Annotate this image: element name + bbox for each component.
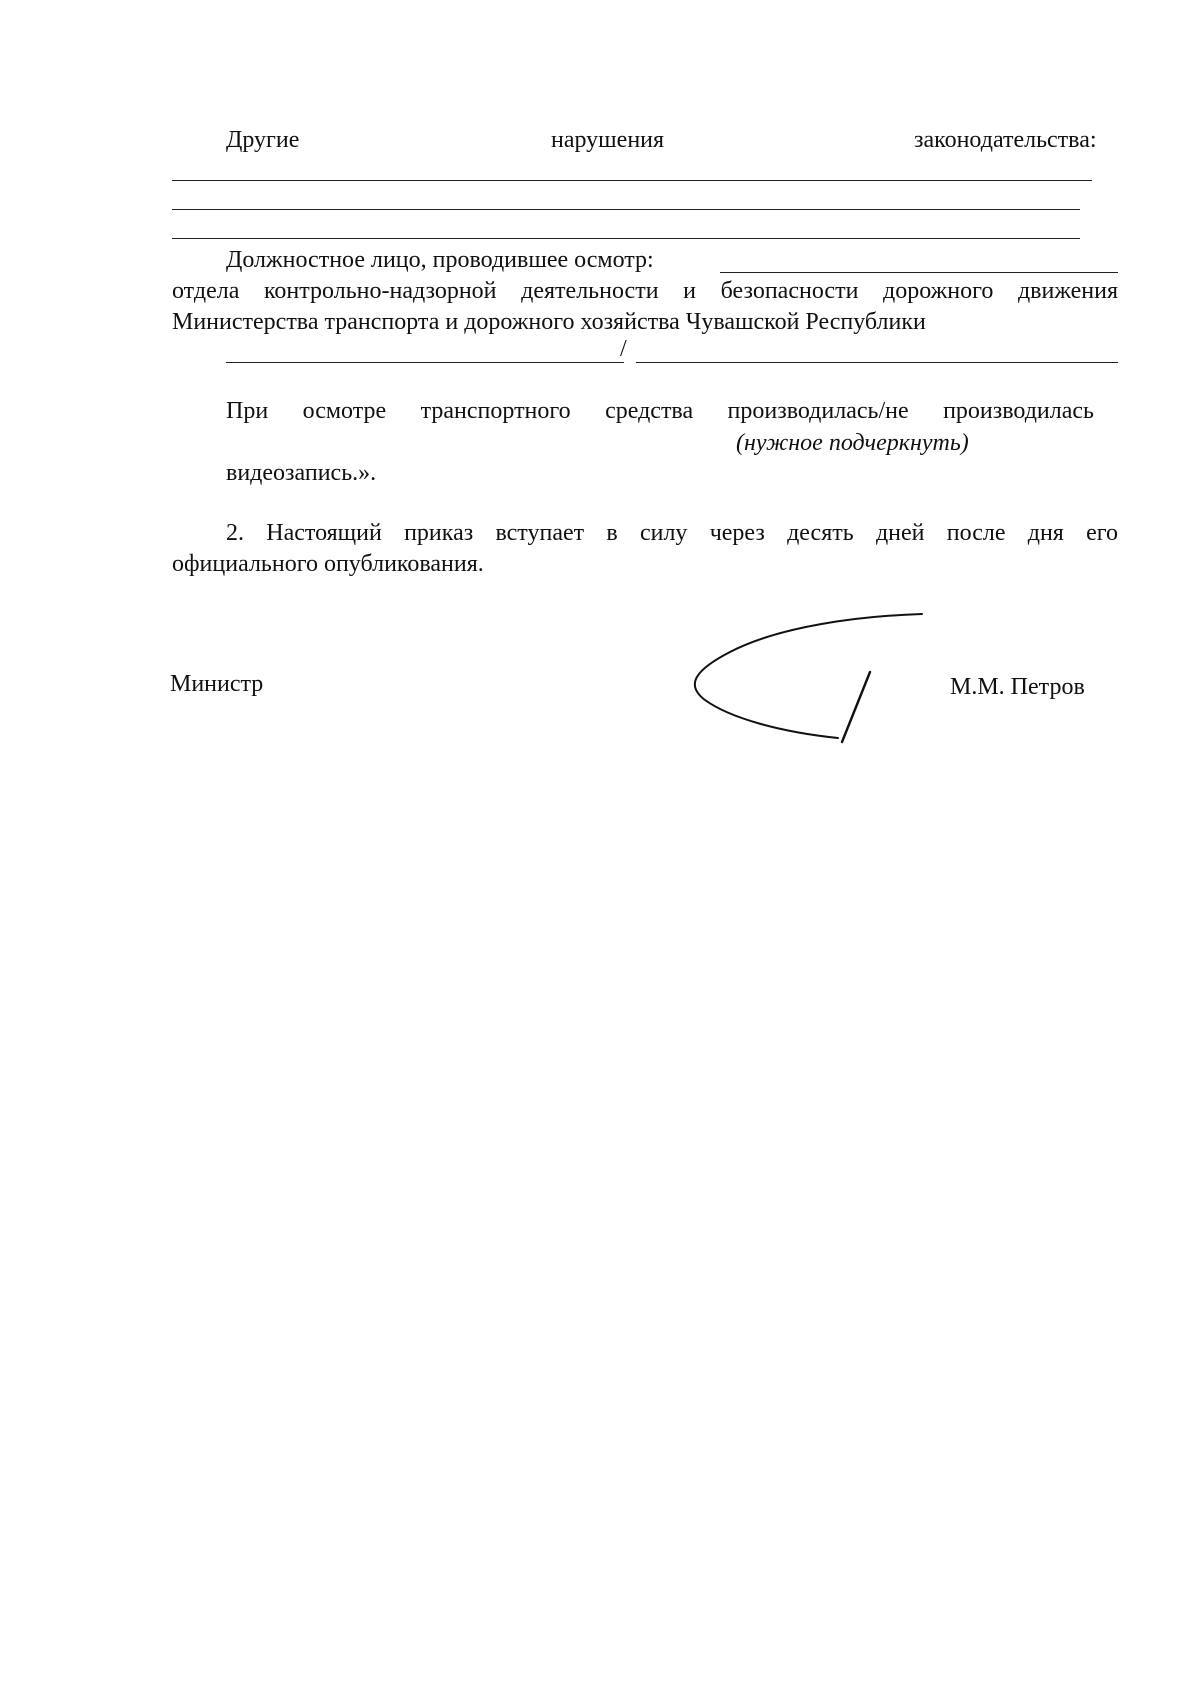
official-position-line[interactable] [226, 362, 624, 363]
official-name-line[interactable] [720, 272, 1118, 273]
signature-name: М.М. Петров [950, 674, 1085, 700]
official-department-line: отдела контрольно-надзорной деятельности и безопасности дорожного движения [172, 278, 1118, 304]
clause2-line-2: официального опубликования. [172, 551, 484, 577]
official-ministry-line: Министерства транспорта и дорожного хозяйства Чувашской Республики [172, 309, 926, 335]
signature-position: Министр [170, 671, 264, 697]
official-label: Должностное лицо, проводившее осмотр: [226, 247, 654, 273]
blank-line-3[interactable] [172, 238, 1080, 239]
video-line-2: видеозапись.». [226, 460, 377, 486]
clause2-line-1: 2. Настоящий приказ вступает в силу через десять дней после дня его [226, 520, 1118, 546]
blank-line-2[interactable] [172, 209, 1080, 210]
video-line-1: При осмотре транспортного средства производилась/не производилась [226, 398, 1094, 424]
official-separator: / [620, 336, 627, 362]
blank-line-1[interactable] [172, 180, 1092, 181]
handwritten-signature [690, 600, 930, 750]
video-hint: (нужное подчеркнуть) [736, 430, 969, 456]
violations-word-1: Другие [226, 127, 300, 153]
violations-word-3: законодательства: [914, 127, 1097, 153]
official-signature-line[interactable] [636, 362, 1118, 363]
violations-word-2: нарушения [551, 127, 665, 153]
